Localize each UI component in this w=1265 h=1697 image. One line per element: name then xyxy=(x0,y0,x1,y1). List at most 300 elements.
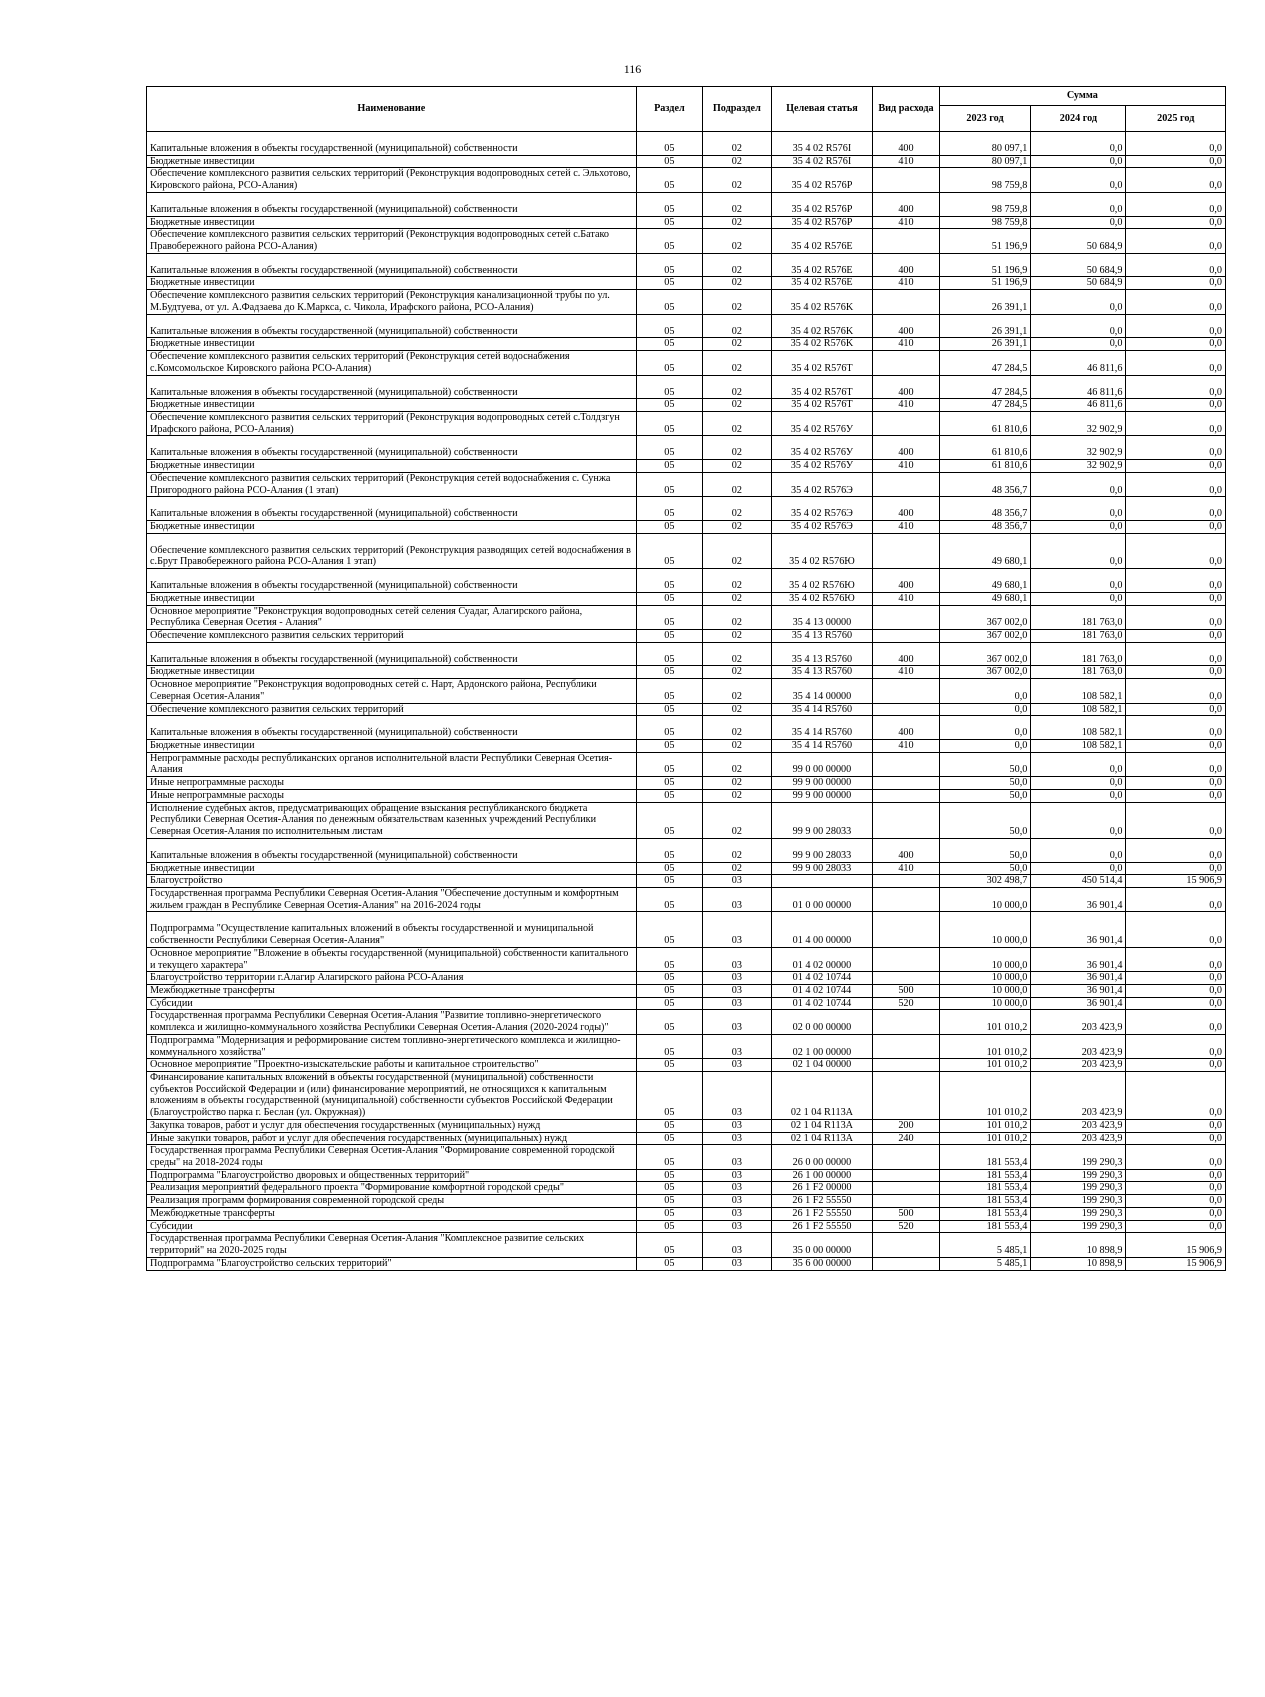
cell-2024: 36 901,4 xyxy=(1031,947,1126,971)
cell-razdel: 05 xyxy=(636,472,702,496)
cell-target: 99 9 00 00000 xyxy=(771,789,873,802)
cell-razdel: 05 xyxy=(636,862,702,875)
cell-2025: 15 906,9 xyxy=(1126,875,1226,888)
cell-target: 35 4 02 R576K xyxy=(771,290,873,314)
table-row xyxy=(147,703,1226,716)
cell-razdel: 05 xyxy=(636,1010,702,1034)
spacer-cell xyxy=(1031,375,1126,387)
cell-name: Иные непрограммные расходы xyxy=(147,777,637,790)
cell-2025: 0,0 xyxy=(1126,850,1226,862)
cell-vid: 410 xyxy=(873,155,939,168)
cell-2023: 61 810,6 xyxy=(939,447,1031,459)
cell-vid xyxy=(873,605,939,629)
cell-razdel: 05 xyxy=(636,520,702,533)
cell-name: Капитальные вложения в объекты государственной (муниципальной) собственности xyxy=(147,447,637,459)
cell-2025: 0,0 xyxy=(1126,887,1226,911)
cell-razdel: 05 xyxy=(636,777,702,790)
cell-2023: 10 000,0 xyxy=(939,972,1031,985)
cell-2025: 15 906,9 xyxy=(1126,1257,1226,1270)
spacer-cell xyxy=(636,132,702,144)
cell-vid: 410 xyxy=(873,216,939,229)
cell-razdel: 05 xyxy=(636,802,702,838)
table-row xyxy=(147,143,1226,155)
cell-2023: 181 553,4 xyxy=(939,1207,1031,1220)
cell-name: Капитальные вложения в объекты государственной (муниципальной) собственности xyxy=(147,326,637,338)
cell-2025: 0,0 xyxy=(1126,155,1226,168)
cell-2025: 0,0 xyxy=(1126,1119,1226,1132)
spacer-cell xyxy=(1126,838,1226,850)
cell-podrazdel: 02 xyxy=(703,740,772,753)
cell-podrazdel: 02 xyxy=(703,580,772,592)
cell-2024: 46 811,6 xyxy=(1031,351,1126,375)
cell-vid: 500 xyxy=(873,984,939,997)
cell-podrazdel: 02 xyxy=(703,155,772,168)
table-row xyxy=(147,1207,1226,1220)
table-row xyxy=(147,605,1226,629)
page-number: 116 xyxy=(623,62,642,76)
cell-2023: 181 553,4 xyxy=(939,1169,1031,1182)
table-row xyxy=(147,338,1226,351)
cell-name: Государственная программа Республики Северная Осетия-Алания "Формирование современной городской среды" на 2018-2024 годы xyxy=(147,1145,637,1169)
spacer-cell xyxy=(771,314,873,326)
header-podrazdel: Подраздел xyxy=(703,87,772,132)
cell-target: 01 4 02 00000 xyxy=(771,947,873,971)
cell-podrazdel: 02 xyxy=(703,290,772,314)
cell-razdel: 05 xyxy=(636,887,702,911)
cell-2023: 181 553,4 xyxy=(939,1195,1031,1208)
cell-name: Обеспечение комплексного развития сельских территорий (Реконструкция сетей водоснабжения с.Комсомольское Кировского района РСО-Алания) xyxy=(147,351,637,375)
spacer-cell xyxy=(771,192,873,204)
cell-podrazdel: 03 xyxy=(703,1072,772,1120)
cell-razdel: 05 xyxy=(636,875,702,888)
cell-2023: 50,0 xyxy=(939,752,1031,776)
cell-2025: 0,0 xyxy=(1126,290,1226,314)
cell-podrazdel: 03 xyxy=(703,1169,772,1182)
spacer-cell xyxy=(771,436,873,448)
cell-2023: 181 553,4 xyxy=(939,1145,1031,1169)
cell-vid xyxy=(873,1072,939,1120)
cell-podrazdel: 02 xyxy=(703,752,772,776)
cell-2024: 203 423,9 xyxy=(1031,1010,1126,1034)
cell-podrazdel: 03 xyxy=(703,1010,772,1034)
cell-target: 02 1 04 R113A xyxy=(771,1119,873,1132)
cell-2023: 5 485,1 xyxy=(939,1257,1031,1270)
cell-2025: 0,0 xyxy=(1126,984,1226,997)
cell-2023: 0,0 xyxy=(939,679,1031,703)
spacer-cell xyxy=(873,314,939,326)
spacer-cell xyxy=(1031,436,1126,448)
cell-vid: 410 xyxy=(873,460,939,473)
spacer-row xyxy=(147,253,1226,265)
cell-2023: 98 759,8 xyxy=(939,204,1031,216)
cell-2024: 199 290,3 xyxy=(1031,1145,1126,1169)
cell-2025: 0,0 xyxy=(1126,277,1226,290)
spacer-cell xyxy=(703,436,772,448)
cell-vid: 400 xyxy=(873,654,939,666)
cell-vid xyxy=(873,545,939,569)
cell-vid: 410 xyxy=(873,520,939,533)
cell-2024: 0,0 xyxy=(1031,472,1126,496)
cell-podrazdel: 03 xyxy=(703,875,772,888)
cell-podrazdel: 03 xyxy=(703,1220,772,1233)
cell-podrazdel: 02 xyxy=(703,850,772,862)
table-row xyxy=(147,460,1226,473)
cell-2024: 50 684,9 xyxy=(1031,265,1126,277)
cell-2023: 47 284,5 xyxy=(939,351,1031,375)
spacer-cell xyxy=(1031,132,1126,144)
cell-2024: 203 423,9 xyxy=(1031,1072,1126,1120)
cell-2025: 0,0 xyxy=(1126,508,1226,520)
cell-target: 35 4 02 R576Э xyxy=(771,508,873,520)
cell-2025: 0,0 xyxy=(1126,216,1226,229)
cell-name: Бюджетные инвестиции xyxy=(147,666,637,679)
table-row xyxy=(147,850,1226,862)
table-row xyxy=(147,630,1226,643)
cell-razdel: 05 xyxy=(636,592,702,605)
table-row xyxy=(147,1132,1226,1145)
cell-name: Финансирование капитальных вложений в объекты государственной (муниципальной) собственности субъектов Российской Федерации и (или) финансирование мероприятий, не относящихся к капитальным вложениям в объекты государственной (муниципальной) собственности субъектов Российской Федерации (Благоустройство парка г. Беслан (ул. Окружная)) xyxy=(147,1072,637,1120)
cell-razdel: 05 xyxy=(636,1257,702,1270)
cell-2024: 203 423,9 xyxy=(1031,1132,1126,1145)
cell-podrazdel: 03 xyxy=(703,1145,772,1169)
cell-podrazdel: 02 xyxy=(703,143,772,155)
cell-2024: 0,0 xyxy=(1031,508,1126,520)
cell-2024: 0,0 xyxy=(1031,520,1126,533)
cell-vid: 410 xyxy=(873,277,939,290)
table-row xyxy=(147,1169,1226,1182)
spacer-cell xyxy=(939,375,1031,387)
spacer-cell xyxy=(703,375,772,387)
table-row xyxy=(147,216,1226,229)
spacer-cell xyxy=(703,253,772,265)
cell-razdel: 05 xyxy=(636,666,702,679)
cell-target: 02 1 04 R113A xyxy=(771,1132,873,1145)
cell-2024: 0,0 xyxy=(1031,143,1126,155)
spacer-cell xyxy=(636,838,702,850)
spacer-row xyxy=(147,314,1226,326)
cell-vid xyxy=(873,1169,939,1182)
cell-vid: 520 xyxy=(873,997,939,1010)
cell-podrazdel: 02 xyxy=(703,605,772,629)
spacer-cell xyxy=(703,716,772,728)
cell-target: 35 4 14 R5760 xyxy=(771,703,873,716)
cell-vid xyxy=(873,703,939,716)
cell-name: Непрограммные расходы республиканских органов исполнительной власти Республики Северная Осетия-Алания xyxy=(147,752,637,776)
cell-target: 26 1 F2 55550 xyxy=(771,1195,873,1208)
cell-vid: 400 xyxy=(873,143,939,155)
cell-name: Основное мероприятие "Проектно-изыскательские работы и капитальное строительство" xyxy=(147,1059,637,1072)
cell-name: Подпрограмма "Осуществление капитальных вложений в объекты государственной и муниципальной собственности Республики Северная Осетия-Алания" xyxy=(147,923,637,947)
cell-2025: 0,0 xyxy=(1126,1072,1226,1120)
cell-2025: 0,0 xyxy=(1126,752,1226,776)
spacer-cell xyxy=(1126,533,1226,545)
cell-2025: 0,0 xyxy=(1126,997,1226,1010)
spacer-cell xyxy=(636,253,702,265)
spacer-cell xyxy=(1031,716,1126,728)
cell-2023: 10 000,0 xyxy=(939,887,1031,911)
spacer-cell xyxy=(147,838,637,850)
cell-name: Обеспечение комплексного развития сельских территорий xyxy=(147,630,637,643)
cell-target: 35 4 13 00000 xyxy=(771,605,873,629)
spacer-row xyxy=(147,533,1226,545)
header-name: Наименование xyxy=(147,87,637,132)
cell-target: 35 4 02 R576Ю xyxy=(771,545,873,569)
cell-target xyxy=(771,875,873,888)
spacer-cell xyxy=(147,253,637,265)
cell-podrazdel: 03 xyxy=(703,997,772,1010)
spacer-cell xyxy=(771,838,873,850)
cell-target: 26 1 F2 00000 xyxy=(771,1182,873,1195)
cell-target: 35 4 14 R5760 xyxy=(771,740,873,753)
cell-vid xyxy=(873,351,939,375)
cell-podrazdel: 03 xyxy=(703,1207,772,1220)
table-row xyxy=(147,204,1226,216)
spacer-cell xyxy=(939,838,1031,850)
cell-2025: 0,0 xyxy=(1126,168,1226,192)
cell-target: 01 0 00 00000 xyxy=(771,887,873,911)
cell-target: 02 1 04 R113A xyxy=(771,1072,873,1120)
cell-name: Исполнение судебных актов, предусматривающих обращение взыскания республиканского бюджета Республики Северная Осетия-Алания по денежным обязательствам казенных учреждений Республики Северная Осетия-Алания по исполнительным листам xyxy=(147,802,637,838)
spacer-cell xyxy=(147,192,637,204)
cell-name: Основное мероприятие "Вложение в объекты государственной (муниципальной) собственности капитального и текущего характера" xyxy=(147,947,637,971)
cell-vid: 400 xyxy=(873,387,939,399)
cell-2023: 101 010,2 xyxy=(939,1119,1031,1132)
cell-name: Государственная программа Республики Северная Осетия-Алания "Обеспечение доступным и комфортным жильем граждан в Республике Северная Осетия-Алания" на 2016-2024 годы xyxy=(147,887,637,911)
spacer-cell xyxy=(873,569,939,581)
cell-2025: 0,0 xyxy=(1126,1010,1226,1034)
spacer-cell xyxy=(873,533,939,545)
cell-vid: 410 xyxy=(873,592,939,605)
cell-2025: 0,0 xyxy=(1126,204,1226,216)
cell-2024: 0,0 xyxy=(1031,326,1126,338)
cell-vid: 400 xyxy=(873,727,939,739)
cell-target: 35 4 02 R576У xyxy=(771,411,873,435)
cell-podrazdel: 02 xyxy=(703,411,772,435)
table-row xyxy=(147,1220,1226,1233)
table-row xyxy=(147,984,1226,997)
cell-razdel: 05 xyxy=(636,229,702,253)
cell-2024: 0,0 xyxy=(1031,777,1126,790)
cell-razdel: 05 xyxy=(636,923,702,947)
cell-name: Обеспечение комплексного развития сельских территорий (Реконструкция сетей водоснабжения с. Сунжа Пригородного района РСО-Алания (1 этап) xyxy=(147,472,637,496)
spacer-cell xyxy=(636,912,702,924)
cell-podrazdel: 02 xyxy=(703,338,772,351)
cell-name: Капитальные вложения в объекты государственной (муниципальной) собственности xyxy=(147,265,637,277)
cell-vid xyxy=(873,972,939,985)
cell-vid xyxy=(873,472,939,496)
table-row xyxy=(147,752,1226,776)
spacer-cell xyxy=(703,192,772,204)
cell-podrazdel: 03 xyxy=(703,984,772,997)
spacer-cell xyxy=(147,569,637,581)
cell-name: Обеспечение комплексного развития сельских территорий (Реконструкция канализационной трубы по ул. М.Будтуева, от ул. А.Фадзаева до К.Маркса, с. Чикола, Ирафского района, РСО-Алания) xyxy=(147,290,637,314)
spacer-cell xyxy=(703,314,772,326)
cell-name: Капитальные вложения в объекты государственной (муниципальной) собственности xyxy=(147,580,637,592)
spacer-cell xyxy=(1031,314,1126,326)
cell-2024: 0,0 xyxy=(1031,850,1126,862)
header-summa: Сумма xyxy=(939,87,1225,106)
cell-name: Благоустройство территории г.Алагир Алагирского района РСО-Алания xyxy=(147,972,637,985)
cell-vid: 400 xyxy=(873,850,939,862)
cell-2024: 36 901,4 xyxy=(1031,984,1126,997)
spacer-cell xyxy=(1126,716,1226,728)
cell-podrazdel: 03 xyxy=(703,1034,772,1058)
cell-2025: 0,0 xyxy=(1126,472,1226,496)
spacer-row xyxy=(147,912,1226,924)
cell-2024: 0,0 xyxy=(1031,216,1126,229)
spacer-cell xyxy=(703,642,772,654)
cell-target: 35 4 02 R576K xyxy=(771,326,873,338)
spacer-cell xyxy=(147,642,637,654)
spacer-cell xyxy=(1126,192,1226,204)
table-row xyxy=(147,679,1226,703)
cell-2024: 181 763,0 xyxy=(1031,654,1126,666)
spacer-cell xyxy=(939,314,1031,326)
spacer-cell xyxy=(771,716,873,728)
table-row xyxy=(147,411,1226,435)
cell-podrazdel: 03 xyxy=(703,947,772,971)
spacer-cell xyxy=(771,642,873,654)
cell-2024: 36 901,4 xyxy=(1031,972,1126,985)
cell-podrazdel: 03 xyxy=(703,1132,772,1145)
spacer-cell xyxy=(636,375,702,387)
table-row xyxy=(147,654,1226,666)
spacer-cell xyxy=(873,838,939,850)
cell-podrazdel: 02 xyxy=(703,387,772,399)
spacer-cell xyxy=(771,497,873,509)
cell-vid xyxy=(873,679,939,703)
cell-vid xyxy=(873,1059,939,1072)
cell-target: 35 4 14 R5760 xyxy=(771,727,873,739)
cell-podrazdel: 02 xyxy=(703,654,772,666)
cell-name: Капитальные вложения в объекты государственной (муниципальной) собственности xyxy=(147,387,637,399)
spacer-row xyxy=(147,497,1226,509)
cell-2023: 367 002,0 xyxy=(939,654,1031,666)
cell-target: 35 4 02 R576I xyxy=(771,143,873,155)
cell-target: 35 4 02 R576P xyxy=(771,204,873,216)
spacer-cell xyxy=(1031,533,1126,545)
cell-2024: 36 901,4 xyxy=(1031,997,1126,1010)
cell-vid xyxy=(873,290,939,314)
cell-2025: 0,0 xyxy=(1126,1059,1226,1072)
cell-razdel: 05 xyxy=(636,997,702,1010)
cell-2025: 0,0 xyxy=(1126,229,1226,253)
cell-2025: 0,0 xyxy=(1126,411,1226,435)
cell-2024: 10 898,9 xyxy=(1031,1257,1126,1270)
cell-2023: 51 196,9 xyxy=(939,277,1031,290)
cell-2023: 26 391,1 xyxy=(939,290,1031,314)
cell-2024: 199 290,3 xyxy=(1031,1207,1126,1220)
spacer-row xyxy=(147,192,1226,204)
cell-target: 35 4 13 R5760 xyxy=(771,666,873,679)
cell-2024: 199 290,3 xyxy=(1031,1220,1126,1233)
cell-razdel: 05 xyxy=(636,727,702,739)
cell-target: 35 4 02 R576E xyxy=(771,229,873,253)
header-razdel: Раздел xyxy=(636,87,702,132)
cell-razdel: 05 xyxy=(636,703,702,716)
cell-2024: 203 423,9 xyxy=(1031,1119,1126,1132)
cell-podrazdel: 02 xyxy=(703,277,772,290)
cell-razdel: 05 xyxy=(636,789,702,802)
cell-target: 02 0 00 00000 xyxy=(771,1010,873,1034)
cell-2025: 0,0 xyxy=(1126,580,1226,592)
cell-2025: 0,0 xyxy=(1126,789,1226,802)
cell-vid: 400 xyxy=(873,326,939,338)
table-row xyxy=(147,777,1226,790)
cell-razdel: 05 xyxy=(636,387,702,399)
cell-vid xyxy=(873,802,939,838)
spacer-cell xyxy=(1031,497,1126,509)
cell-target: 35 4 02 R576I xyxy=(771,155,873,168)
cell-name: Обеспечение комплексного развития сельских территорий (Реконструкция водопроводных сетей с.Батако Правобережного района РСО-Алания) xyxy=(147,229,637,253)
cell-name: Основное мероприятие "Реконструкция водопроводных сетей селения Суадаг, Алагирского района, Республика Северная Осетия - Алания" xyxy=(147,605,637,629)
cell-target: 02 1 04 00000 xyxy=(771,1059,873,1072)
cell-razdel: 05 xyxy=(636,545,702,569)
cell-target: 26 1 00 00000 xyxy=(771,1169,873,1182)
cell-name: Капитальные вложения в объекты государственной (муниципальной) собственности xyxy=(147,508,637,520)
cell-name: Обеспечение комплексного развития сельских территорий (Реконструкция разводящих сетей водоснабжения в с.Брут Правобережного района РСО-Алания 1 этап) xyxy=(147,545,637,569)
cell-2023: 26 391,1 xyxy=(939,326,1031,338)
table-row xyxy=(147,887,1226,911)
cell-podrazdel: 02 xyxy=(703,229,772,253)
spacer-cell xyxy=(939,716,1031,728)
spacer-cell xyxy=(703,533,772,545)
cell-target: 35 4 13 R5760 xyxy=(771,654,873,666)
spacer-cell xyxy=(771,132,873,144)
cell-2024: 0,0 xyxy=(1031,338,1126,351)
spacer-cell xyxy=(1031,253,1126,265)
cell-target: 35 4 02 R576E xyxy=(771,265,873,277)
cell-vid xyxy=(873,777,939,790)
cell-podrazdel: 03 xyxy=(703,1182,772,1195)
spacer-cell xyxy=(873,192,939,204)
cell-vid xyxy=(873,1034,939,1058)
cell-vid: 400 xyxy=(873,580,939,592)
cell-2024: 108 582,1 xyxy=(1031,679,1126,703)
cell-2023: 26 391,1 xyxy=(939,338,1031,351)
spacer-cell xyxy=(939,533,1031,545)
cell-target: 35 4 02 R576K xyxy=(771,338,873,351)
cell-razdel: 05 xyxy=(636,1233,702,1257)
cell-2025: 0,0 xyxy=(1126,520,1226,533)
table-row xyxy=(147,326,1226,338)
spacer-row xyxy=(147,375,1226,387)
cell-podrazdel: 02 xyxy=(703,216,772,229)
cell-2025: 0,0 xyxy=(1126,399,1226,412)
cell-vid xyxy=(873,1195,939,1208)
cell-target: 35 4 14 00000 xyxy=(771,679,873,703)
cell-razdel: 05 xyxy=(636,351,702,375)
cell-name: Капитальные вложения в объекты государственной (муниципальной) собственности xyxy=(147,727,637,739)
cell-podrazdel: 02 xyxy=(703,703,772,716)
cell-2023: 98 759,8 xyxy=(939,216,1031,229)
cell-2024: 203 423,9 xyxy=(1031,1059,1126,1072)
cell-2023: 48 356,7 xyxy=(939,508,1031,520)
cell-2023: 50,0 xyxy=(939,802,1031,838)
cell-vid: 400 xyxy=(873,204,939,216)
table-row xyxy=(147,1059,1226,1072)
spacer-cell xyxy=(147,314,637,326)
cell-podrazdel: 03 xyxy=(703,1257,772,1270)
spacer-cell xyxy=(939,642,1031,654)
cell-vid xyxy=(873,1010,939,1034)
cell-name: Бюджетные инвестиции xyxy=(147,862,637,875)
cell-podrazdel: 02 xyxy=(703,399,772,412)
spacer-cell xyxy=(771,375,873,387)
table-row xyxy=(147,265,1226,277)
spacer-cell xyxy=(1126,497,1226,509)
cell-name: Бюджетные инвестиции xyxy=(147,338,637,351)
